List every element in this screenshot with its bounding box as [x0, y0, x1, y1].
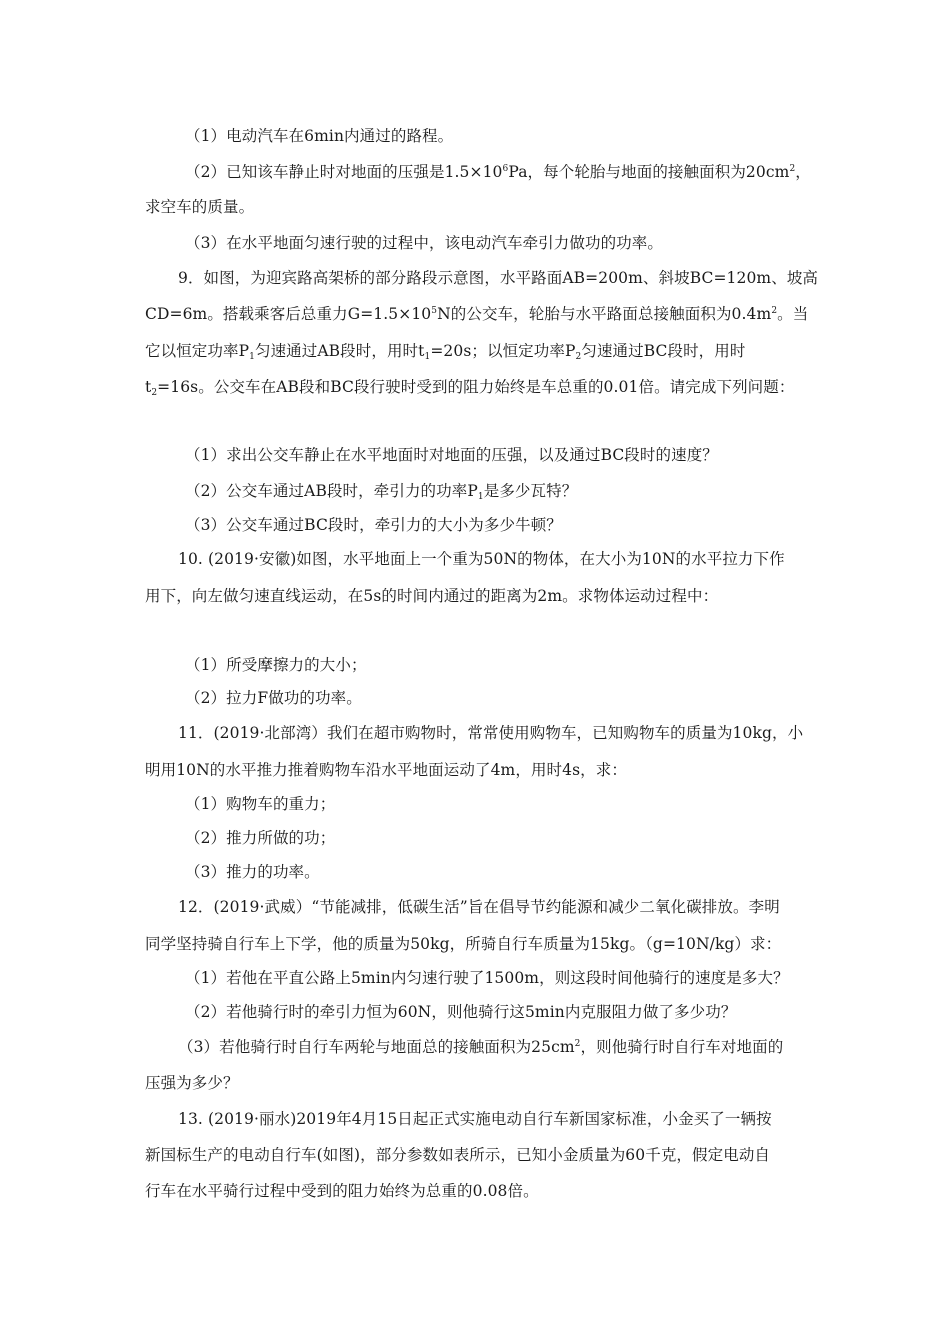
q11-part-3: （3）推力的功率。 — [185, 863, 320, 881]
q12-line-2: 同学坚持骑自行车上下学，他的质量为50kg，所骑自行车质量为15kg。（g=10N/kg）求： — [145, 935, 782, 953]
q9-part-2: （2）公交车通过AB段时，牵引力的功率$P_1$是多少瓦特？ — [185, 482, 578, 502]
q10-line-1: 10. (2019·安徽)如图，水平地面上一个重为50N的物体，在大小为10N的水平拉力下作 — [178, 550, 785, 568]
q8-part-2-cont: 求空车的质量。 — [145, 198, 255, 216]
q11-part-1: （1）购物车的重力； — [185, 795, 336, 813]
q12-part-3-cont: 压强为多少？ — [145, 1074, 239, 1092]
q12-part-1: （1）若他在平直公路上5min内匀速行驶了1500m，则这段时间他骑行的速度是多大？ — [185, 969, 789, 987]
q9-line-4: $t_2=16s$。公交车在AB段和BC段行驶时受到的阻力始终是车总重的0.01倍。请完成下列问题： — [145, 378, 795, 398]
q9-part-3: （3）公交车通过BC段时，牵引力的大小为多少牛顿？ — [185, 516, 562, 534]
q9-line-3: 它以恒定功率$P_1$匀速通过AB段时，用时$t_1=20s$；以恒定功率$P_2$匀速通过BC段时，用时 — [145, 342, 746, 362]
q10-part-1: （1）所受摩擦力的大小； — [185, 656, 367, 674]
q12-line-1: 12．(2019·武威）“节能减排，低碳生活”旨在倡导节约能源和减少二氧化碳排放。李明 — [178, 898, 780, 916]
q8-part-2: （2）已知该车静止时对地面的压强是$1.5\times 10^6Pa$，每个轮胎与地面的接触面积为$20cm^2$， — [185, 163, 811, 181]
q9-part-1: （1）求出公交车静止在水平地面时对地面的压强，以及通过BC段时的速度？ — [185, 446, 718, 464]
q13-line-3: 行车在水平骑行过程中受到的阻力始终为总重的0.08倍。 — [145, 1182, 539, 1200]
q13-line-1: 13. (2019·丽水)2019年4月15日起正式实施电动自行车新国家标准，小金买了一辆按 — [178, 1110, 772, 1128]
q8-part-3: （3）在水平地面匀速行驶的过程中，该电动汽车牵引力做功的功率。 — [185, 234, 663, 252]
q8-part-1: （1）电动汽车在6min内通过的路程。 — [185, 127, 454, 145]
q9-line-1: 9．如图，为迎宾路高架桥的部分路段示意图，水平路面AB=200m、斜坡BC=120m、坡高 — [178, 269, 819, 287]
q12-part-2: （2）若他骑行时的牵引力恒为60N，则他骑行这5min内克服阻力做了多少功？ — [185, 1003, 737, 1021]
q10-part-2: （2）拉力F做功的功率。 — [185, 689, 362, 707]
q13-line-2: 新国标生产的电动自行车(如图)，部分参数如表所示，已知小金质量为60千克，假定电动自 — [145, 1146, 771, 1164]
q11-line-2: 明用10N的水平推力推着购物车沿水平地面运动了4m，用时4s，求： — [145, 761, 627, 779]
q10-line-2: 用下，向左做匀速直线运动，在5s的时间内通过的距离为2m。求物体运动过程中： — [145, 587, 719, 605]
q9-line-2: CD=6m。搭载乘客后总重力$G=1.5\times 10^5N$的公交车，轮胎与水平路面总接触面积为$0.4m^2$。当 — [145, 305, 809, 323]
q12-part-3: （3）若他骑行时自行车两轮与地面总的接触面积为$25cm^2$，则他骑行时自行车对地面的 — [178, 1038, 784, 1056]
q11-part-2: （2）推力所做的功； — [185, 829, 336, 847]
q11-line-1: 11．(2019·北部湾）我们在超市购物时，常常使用购物车，已知购物车的质量为10kg，小 — [178, 724, 804, 742]
